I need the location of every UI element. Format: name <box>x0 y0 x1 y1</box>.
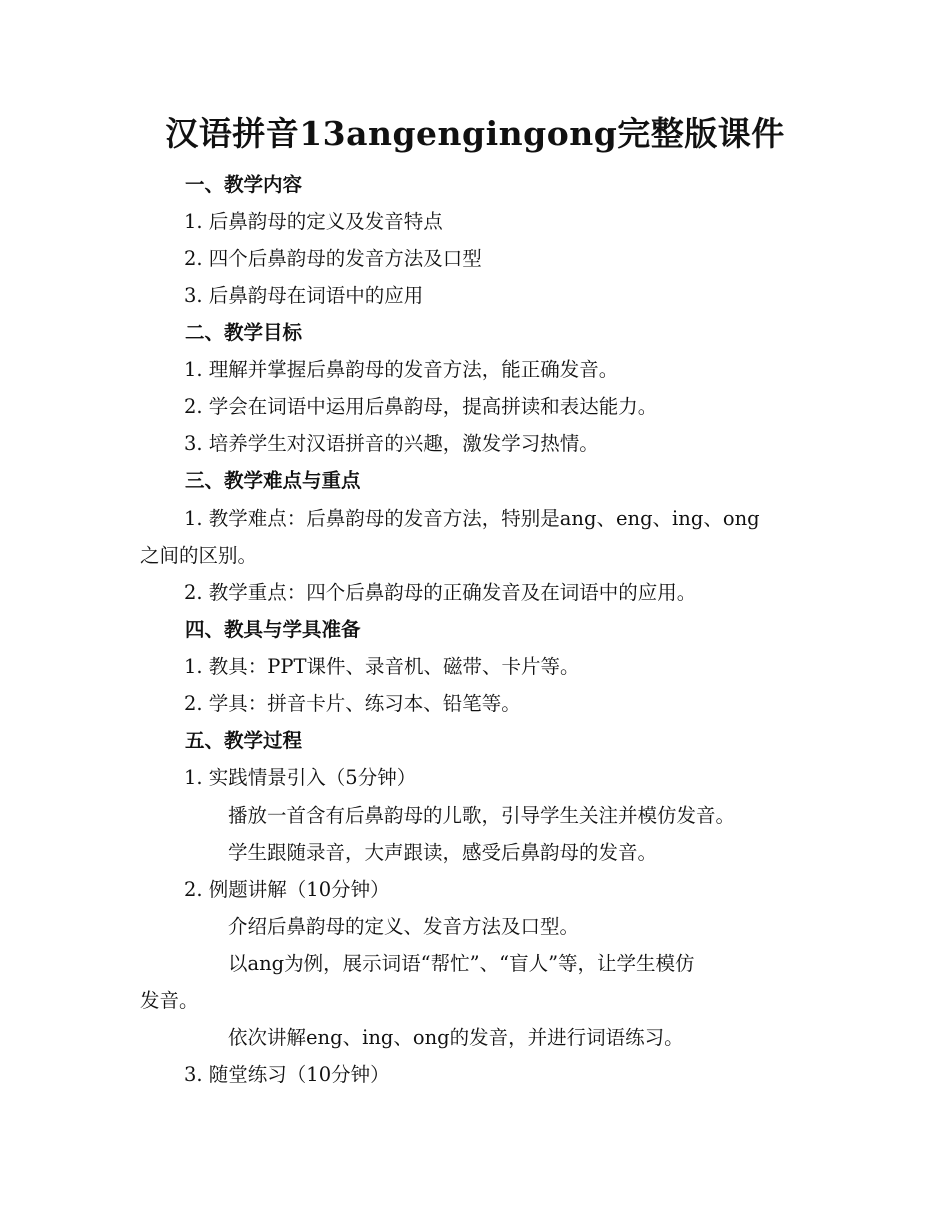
objective-item: 3. 培养学生对汉语拼音的兴趣，激发学习热情。 <box>184 432 599 455</box>
section-heading: 五、教学过程 <box>185 729 303 752</box>
process-detail-continuation: 发音。 <box>140 989 199 1012</box>
content-item: 3. 后鼻韵母在词语中的应用 <box>184 284 424 307</box>
section-heading: 一、教学内容 <box>185 173 303 196</box>
section-heading: 二、教学目标 <box>185 321 303 344</box>
process-step: 2. 例题讲解（10分钟） <box>184 878 390 901</box>
process-detail: 依次讲解eng、ing、ong的发音，并进行词语练习。 <box>228 1026 684 1049</box>
content-item: 2. 四个后鼻韵母的发音方法及口型 <box>184 247 482 270</box>
objective-item: 2. 学会在词语中运用后鼻韵母，提高拼读和表达能力。 <box>184 395 658 418</box>
key-point-continuation: 之间的区别。 <box>140 544 258 567</box>
process-detail: 介绍后鼻韵母的定义、发音方法及口型。 <box>228 915 580 938</box>
content-item: 1. 后鼻韵母的定义及发音特点 <box>184 210 443 233</box>
process-detail: 学生跟随录音，大声跟读，感受后鼻韵母的发音。 <box>228 841 658 864</box>
key-point-item: 2. 教学重点：四个后鼻韵母的正确发音及在词语中的应用。 <box>184 581 697 604</box>
material-item: 2. 学具：拼音卡片、练习本、铅笔等。 <box>184 692 521 715</box>
process-detail: 以ang为例，展示词语“帮忙”、“盲人”等，让学生模仿 <box>228 952 695 975</box>
process-step: 1. 实践情景引入（5分钟） <box>184 766 417 789</box>
key-point-item: 1. 教学难点：后鼻韵母的发音方法，特别是ang、eng、ing、ong <box>184 507 760 530</box>
section-heading: 四、教具与学具准备 <box>185 618 361 641</box>
material-item: 1. 教具：PPT课件、录音机、磁带、卡片等。 <box>184 655 580 678</box>
section-heading: 三、教学难点与重点 <box>185 469 361 492</box>
objective-item: 1. 理解并掌握后鼻韵母的发音方法，能正确发音。 <box>184 358 619 381</box>
document-title: 汉语拼音13angengingong完整版课件 <box>165 114 785 153</box>
process-step: 3. 随堂练习（10分钟） <box>184 1063 390 1086</box>
process-detail: 播放一首含有后鼻韵母的儿歌，引导学生关注并模仿发音。 <box>228 804 736 827</box>
